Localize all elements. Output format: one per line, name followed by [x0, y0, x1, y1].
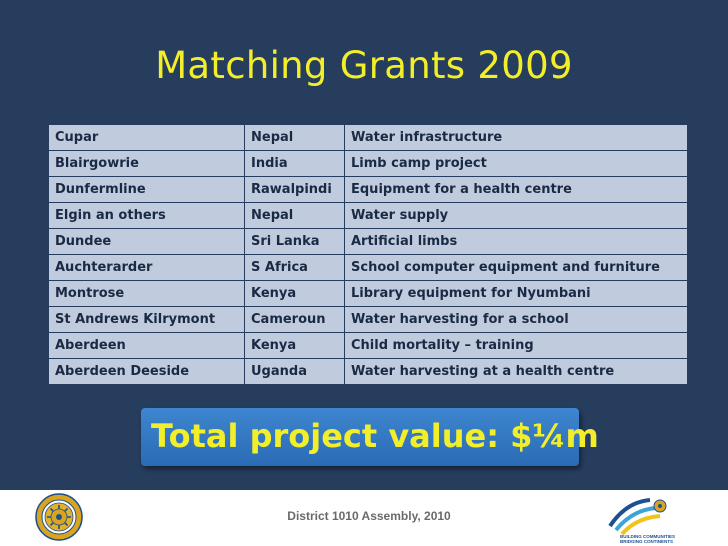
grants-table: [48, 124, 688, 385]
project-cell: Equipment for a health centre: [345, 177, 688, 203]
country-cell: Kenya: [245, 333, 345, 359]
grants-table-body: [49, 125, 688, 385]
total-value-box: [141, 408, 599, 466]
project-cell: Limb camp project: [345, 151, 688, 177]
theme-tagline-line1: BUILDING COMMUNITIES: [620, 534, 675, 539]
country-cell: Cameroun: [245, 307, 345, 333]
table-row: [49, 333, 688, 359]
country-cell: S Africa: [245, 255, 345, 281]
project-cell: Child mortality – training: [345, 333, 688, 359]
club-cell: Dundee: [49, 229, 245, 255]
country-cell: Sri Lanka: [245, 229, 345, 255]
club-cell: Dunfermline: [49, 177, 245, 203]
country-cell: Nepal: [245, 203, 345, 229]
table-row: [49, 151, 688, 177]
footer-text: District 1010 Assembly, 2010: [287, 509, 451, 523]
table-row: [49, 307, 688, 333]
country-cell: India: [245, 151, 345, 177]
table-row: [49, 125, 688, 151]
table-row: [49, 255, 688, 281]
table-row: [49, 203, 688, 229]
table-row: [49, 229, 688, 255]
club-cell: Aberdeen: [49, 333, 245, 359]
project-cell: School computer equipment and furniture: [345, 255, 688, 281]
country-cell: Uganda: [245, 359, 345, 385]
club-cell: Elgin an others: [49, 203, 245, 229]
table-row: [49, 281, 688, 307]
club-cell: Aberdeen Deeside: [49, 359, 245, 385]
club-cell: Montrose: [49, 281, 245, 307]
club-cell: St Andrews Kilrymont: [49, 307, 245, 333]
club-cell: Cupar: [49, 125, 245, 151]
table-row: [49, 177, 688, 203]
project-cell: Library equipment for Nyumbani: [345, 281, 688, 307]
theme-tagline-line2: BRIDGING CONTINENTS: [620, 539, 674, 544]
project-cell: Water harvesting at a health centre: [345, 359, 688, 385]
project-cell: Water infrastructure: [345, 125, 688, 151]
club-cell: Blairgowrie: [49, 151, 245, 177]
country-cell: Kenya: [245, 281, 345, 307]
country-cell: Rawalpindi: [245, 177, 345, 203]
table-row: [49, 359, 688, 385]
project-cell: Water supply: [345, 203, 688, 229]
project-cell: Water harvesting for a school: [345, 307, 688, 333]
project-cell: Artificial limbs: [345, 229, 688, 255]
slide-title: Matching Grants 2009: [155, 44, 573, 87]
total-value-text: Total project value: $¼m: [151, 417, 599, 455]
club-cell: Auchterarder: [49, 255, 245, 281]
country-cell: Nepal: [245, 125, 345, 151]
